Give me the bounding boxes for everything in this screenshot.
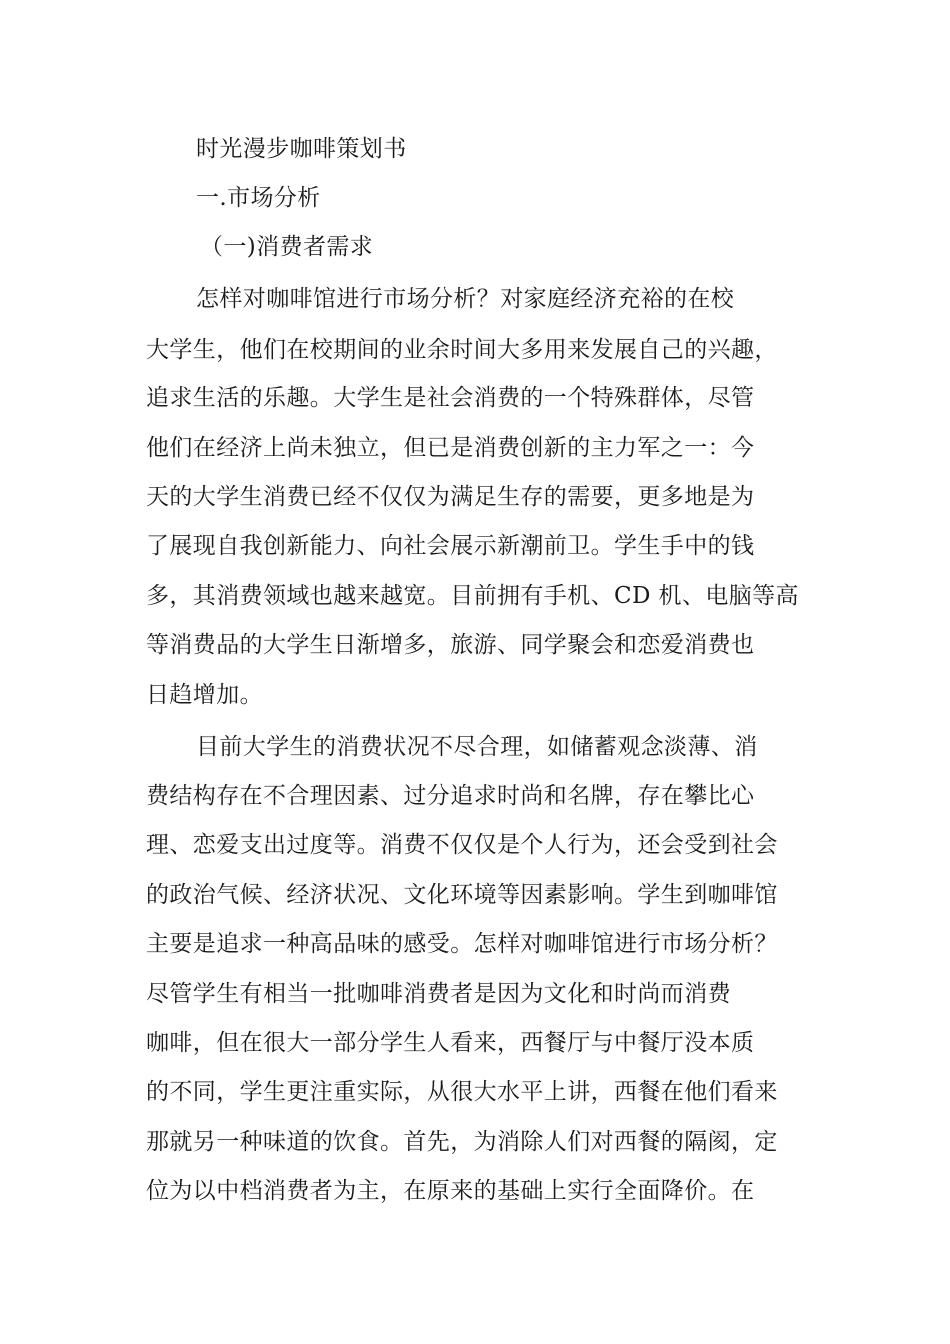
paragraph-line: 了展现自我创新能力、向社会展示新潮前卫。学生手中的钱 — [146, 533, 755, 559]
paragraph-line: 他们在经济上尚未独立，但已是消费创新的主力军之一：今 — [146, 435, 755, 461]
paragraph-line: 等消费品的大学生日渐增多，旅游、同学聚会和恋爱消费也 — [146, 632, 755, 658]
subsection-heading: （一)消费者需求 — [200, 234, 374, 260]
paragraph-line: 的政治气候、经济状况、文化环境等因素影响。学生到咖啡馆 — [146, 882, 778, 908]
paragraph-line: 多，其消费领域也越来越宽。目前拥有手机、CD 机、电脑等高 — [146, 583, 799, 609]
document-title: 时光漫步咖啡策划书 — [196, 136, 407, 162]
paragraph-line: 那就另一种味道的饮食。首先，为消除人们对西餐的隔阂，定 — [146, 1129, 778, 1155]
paragraph-line: 目前大学生的消费状况不尽合理，如储蓄观念淡薄、消 — [196, 734, 758, 760]
paragraph-line: 理、恋爱支出过度等。消费不仅仅是个人行为，还会受到社会 — [146, 832, 778, 858]
paragraph-line: 怎样对咖啡馆进行市场分析？对家庭经济充裕的在校 — [196, 286, 735, 312]
paragraph-line: 尽管学生有相当一批咖啡消费者是因为文化和时尚而消费 — [146, 981, 731, 1007]
paragraph-line: 大学生，他们在校期间的业余时间大多用来发展自己的兴趣， — [146, 337, 778, 363]
paragraph-line: 位为以中档消费者为主，在原来的基础上实行全面降价。在 — [146, 1178, 755, 1204]
paragraph-line: 的不同，学生更注重实际，从很大水平上讲，西餐在他们看来 — [146, 1079, 778, 1105]
paragraph-line: 天的大学生消费已经不仅仅为满足生存的需要，更多地是为 — [146, 484, 755, 510]
paragraph-line: 费结构存在不合理因素、过分追求时尚和名牌，存在攀比心 — [146, 783, 755, 809]
section-heading: 一.市场分析 — [196, 185, 321, 211]
paragraph-line: 咖啡，但在很大一部分学生人看来，西餐厅与中餐厅没本质 — [146, 1030, 755, 1056]
paragraph-line: 追求生活的乐趣。大学生是社会消费的一个特殊群体，尽管 — [146, 385, 755, 411]
paragraph-line: 日趋增加。 — [146, 682, 263, 708]
paragraph-line: 主要是追求一种高品味的感受。怎样对咖啡馆进行市场分析？ — [146, 931, 778, 957]
